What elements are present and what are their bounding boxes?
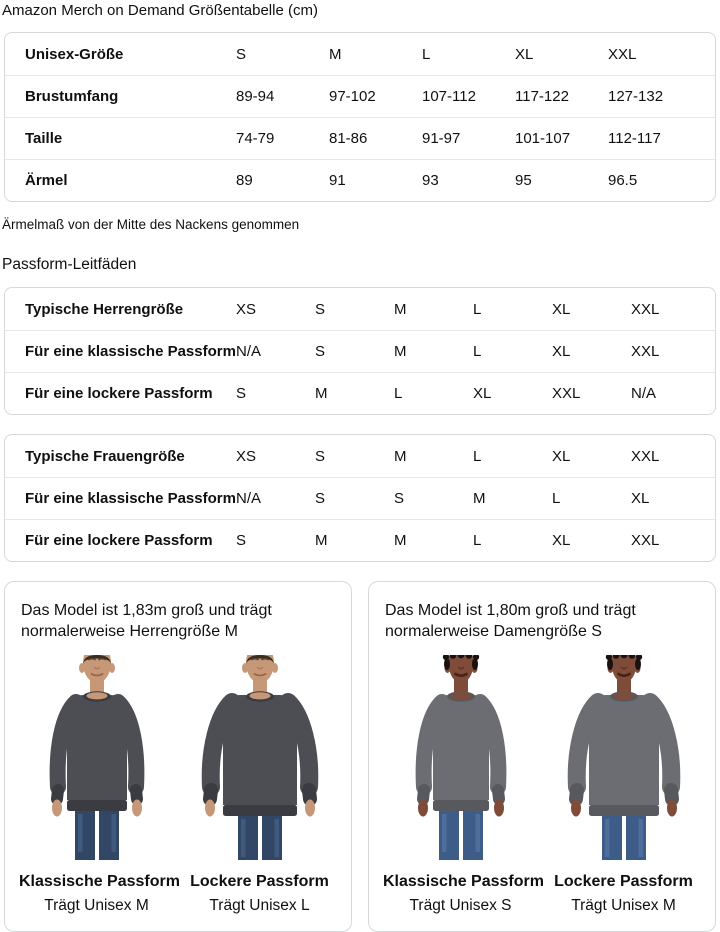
size-cell: N/A (236, 343, 262, 360)
size-cell: M (394, 447, 407, 465)
model-intro: Das Model ist 1,80m groß und trägt normalerweise Damengröße S (385, 602, 636, 640)
measure-cell: 127-132 (608, 88, 664, 105)
size-cell: M (394, 300, 407, 318)
fit-caption: Klassische Passform (19, 873, 180, 890)
model-photo-image (22, 655, 172, 860)
model-photo-loose (182, 655, 337, 915)
size-cell: N/A (236, 490, 262, 507)
table-row (5, 477, 715, 519)
wears-caption: Trägt Unisex L (209, 897, 310, 914)
size-cell: M (329, 45, 342, 63)
measure-cell: 74-79 (236, 130, 275, 147)
model-cards-row (4, 581, 716, 932)
table-row (5, 372, 715, 414)
row-label: Für eine klassische Passform (25, 490, 236, 507)
row-label: Brustumfang (25, 88, 119, 105)
measure-cell: 91 (329, 172, 346, 189)
measure-cell: 89 (236, 172, 253, 189)
size-cell: M (394, 532, 407, 549)
fit-caption: Lockere Passform (190, 873, 329, 890)
size-cell: XL (552, 447, 571, 465)
table-row (5, 519, 715, 561)
size-cell: M (473, 490, 486, 507)
size-cell: XXL (552, 385, 581, 402)
size-cell: XL (473, 385, 492, 402)
size-cell: XL (631, 490, 650, 507)
fit-table-men (4, 287, 716, 415)
model-card-women (368, 581, 716, 932)
row-label: Ärmel (25, 172, 68, 189)
measure-cell: 96.5 (608, 172, 638, 189)
table-row (5, 33, 715, 75)
measure-cell: 101-107 (515, 130, 571, 147)
model-card-men (4, 581, 352, 932)
measure-cell: 112-117 (608, 130, 661, 147)
measure-cell: 89-94 (236, 88, 275, 105)
size-cell: S (236, 532, 247, 549)
size-cell: XL (552, 300, 571, 318)
measure-cell: 91-97 (422, 130, 461, 147)
size-cell: XXL (631, 300, 660, 318)
row-label: Typische Frauengröße (25, 447, 185, 465)
size-cell: S (315, 490, 326, 507)
table-row (5, 75, 715, 117)
measure-cell: 107-112 (422, 88, 476, 105)
wears-caption: Trägt Unisex M (44, 897, 149, 914)
size-cell: L (552, 490, 561, 507)
model-intro: Das Model ist 1,83m groß und trägt normalerweise Herrengröße M (21, 602, 272, 640)
size-cell: XXL (631, 343, 660, 360)
wears-caption: Trägt Unisex S (409, 897, 512, 914)
unisex-size-table (4, 32, 716, 202)
measure-cell: 95 (515, 172, 532, 189)
table-row (5, 117, 715, 159)
size-cell: L (473, 532, 482, 549)
size-cell: M (315, 532, 328, 549)
size-cell: XL (552, 532, 571, 549)
size-cell: XL (515, 45, 534, 63)
size-cell: L (473, 447, 482, 465)
sleeve-measure-note: Ärmelmaß von der Mitte des Nackens genommen (2, 217, 300, 232)
measure-cell: 93 (422, 172, 439, 189)
size-cell: XXL (631, 447, 660, 465)
table-row (5, 159, 715, 201)
size-cell: S (236, 45, 247, 63)
wears-caption: Trägt Unisex M (571, 897, 676, 914)
fit-caption: Lockere Passform (554, 873, 693, 890)
size-cell: M (394, 343, 407, 360)
size-cell: M (315, 385, 328, 402)
row-label: Für eine klassische Passform (25, 343, 236, 360)
model-photo-image (386, 655, 536, 860)
model-photo-image (549, 655, 699, 860)
row-label: Für eine lockere Passform (25, 532, 213, 549)
fit-guides-heading: Passform-Leitfäden (2, 256, 137, 273)
size-cell: N/A (631, 385, 657, 402)
size-cell: L (422, 45, 431, 63)
fit-caption: Klassische Passform (383, 873, 544, 890)
model-photo-loose (546, 655, 701, 915)
size-cell: S (315, 447, 326, 465)
row-label: Typische Herrengröße (25, 300, 184, 318)
measure-cell: 81-86 (329, 130, 368, 147)
table-row (5, 435, 715, 477)
size-cell: XXL (608, 45, 637, 63)
table-row (5, 330, 715, 372)
model-photos-row (19, 655, 337, 915)
table-row (5, 288, 715, 330)
fit-table-women (4, 434, 716, 562)
size-cell: XL (552, 343, 571, 360)
model-photo-image (185, 655, 335, 860)
size-cell: L (473, 343, 482, 360)
size-cell: S (394, 490, 405, 507)
size-cell: L (473, 300, 482, 318)
size-cell: XS (236, 300, 257, 318)
model-photo-classic (19, 655, 180, 915)
row-label: Taille (25, 130, 63, 147)
size-cell: L (394, 385, 403, 402)
measure-cell: 97-102 (329, 88, 376, 105)
page-title: Amazon Merch on Demand Größentabelle (cm) (2, 2, 318, 19)
size-cell: XS (236, 447, 257, 465)
measure-cell: 117-122 (515, 88, 569, 105)
model-photo-classic (383, 655, 544, 915)
size-cell: S (236, 385, 247, 402)
size-cell: XXL (631, 532, 660, 549)
size-cell: S (315, 343, 326, 360)
model-photos-row (383, 655, 701, 915)
row-label: Unisex-Größe (25, 45, 124, 63)
row-label: Für eine lockere Passform (25, 385, 213, 402)
size-cell: S (315, 300, 326, 318)
